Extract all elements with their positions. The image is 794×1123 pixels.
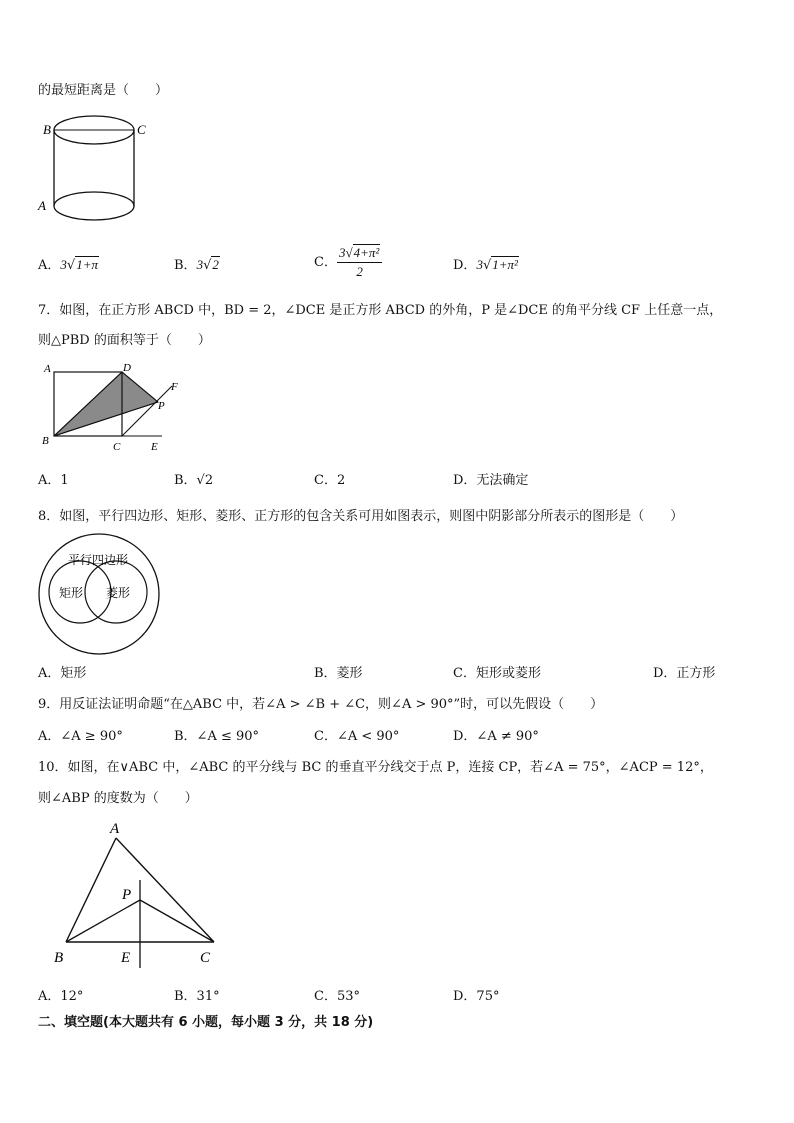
label-a: A [44,363,51,375]
triangle-figure [50,816,220,970]
q10-option-c[interactable]: C．53° [314,989,360,1004]
q9-option-b[interactable]: B．∠A ≤ 90° [174,729,260,744]
q10-option-d[interactable]: D．75° [453,989,500,1004]
q8-stem-line1: 8．如图，平行四边形、矩形、菱形、正方形的包含关系可用如图表示，则图中阴影部分所表示的图形是（ ） [38,509,684,524]
label-c: C [200,950,211,966]
label-b: B [42,435,49,447]
q10-option-b[interactable]: B．31° [174,989,220,1004]
q7-option-d[interactable]: D．无法确定 [453,473,529,488]
q7-stem-line1: 7．如图，在正方形 ABCD 中，BD = 2，∠DCE 是正方形 ABCD 的外角，P 是∠DCE 的角平分线 CF 上任意一点， [38,303,723,318]
label-b: B [54,950,64,966]
q6-tail-text: 的最短距离是（ ） [38,83,169,98]
label-parallelogram: 平行四边形 [68,553,129,567]
q6-option-a[interactable]: A．3√1+π [38,257,98,273]
q10-stem-line2: 则∠ABP 的度数为（ ） [38,791,198,806]
q7-option-a[interactable]: A．1 [38,473,69,488]
label-c: C [137,122,146,137]
cylinder-figure [34,112,154,230]
shaded-triangle-pbd [54,372,158,436]
label-p: P [158,400,165,412]
section-2-heading: 二、填空题(本大题共有 6 小题，每小题 3 分，共 18 分) [38,1015,374,1030]
label-a: A [38,198,46,213]
q8-option-d[interactable]: D．正方形 [653,666,716,681]
q9-stem-line1: 9．用反证法证明命题“在△ABC 中，若∠A > ∠B + ∠C，则∠A > 90°”时，可以先假设（ ） [38,697,604,712]
q9-option-a[interactable]: A．∠A ≥ 90° [38,729,123,744]
outer-circle-parallelogram [39,534,159,654]
q6-option-b[interactable]: B．3√2 [174,257,219,273]
cylinder-bottom-ellipse [54,192,134,220]
q7-stem-line2: 则△PBD 的面积等于（ ） [38,333,211,348]
q9-option-c[interactable]: C．∠A < 90° [314,729,400,744]
venn-figure [36,532,164,656]
q8-option-a[interactable]: A．矩形 [38,666,87,681]
label-a: A [110,821,120,837]
label-p: P [122,887,132,903]
label-f: F [171,381,178,393]
label-b: B [43,122,51,137]
label-c: C [113,441,121,453]
q9-option-d[interactable]: D．∠A ≠ 90° [453,729,539,744]
q7-option-c[interactable]: C．2 [314,473,346,488]
label-e: E [121,950,131,966]
square-figure [38,360,178,456]
q8-option-c[interactable]: C．矩形或菱形 [453,666,541,681]
label-d: D [123,362,131,374]
label-rectangle: 矩形 [59,586,84,600]
label-rhombus: 菱形 [106,586,131,600]
q6-option-d[interactable]: D．3√1+π² [453,257,518,273]
q7-option-b[interactable]: B．√2 [174,473,214,488]
q10-option-a[interactable]: A．12° [38,989,84,1004]
label-e: E [151,441,158,453]
q6-option-c[interactable]: C． $\frac{\text{3√4+π²}}{2}$ [314,244,382,281]
q10-stem-line1: 10．如图，在∨ABC 中，∠ABC 的平分线与 BC 的垂直平分线交于点 P，连接 CP，若∠A = 75°，∠ACP = 12°， [38,760,713,775]
q8-option-b[interactable]: B．菱形 [314,666,363,681]
